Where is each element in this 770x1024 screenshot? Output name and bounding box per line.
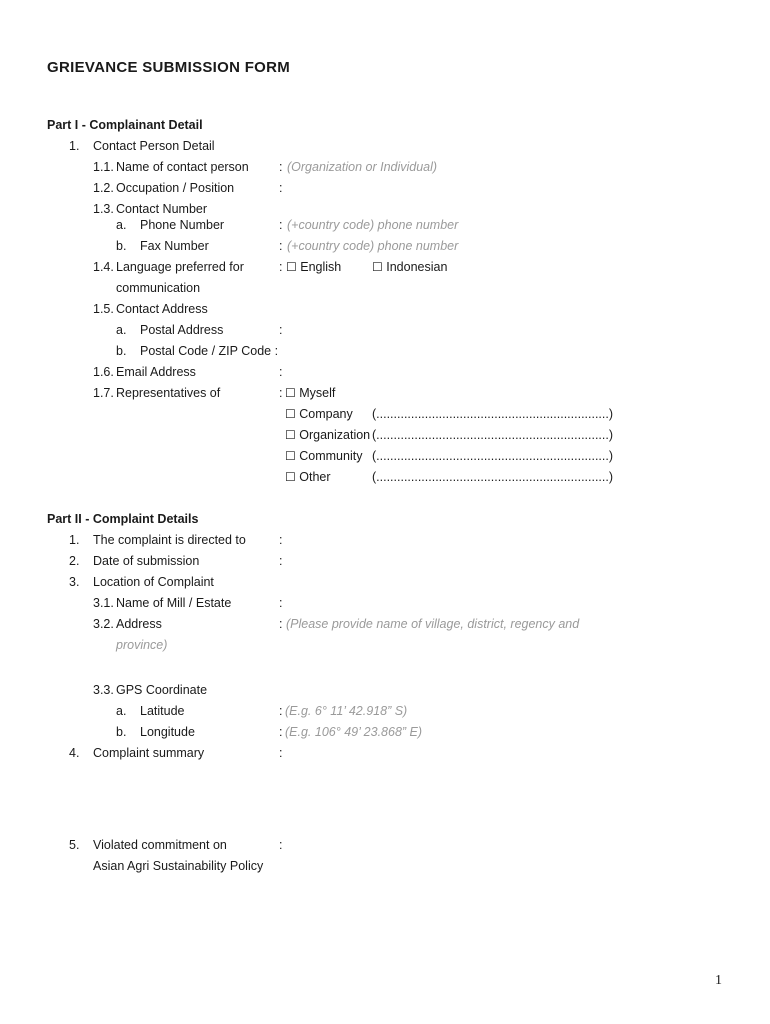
part1-heading: Part I - Complainant Detail <box>47 118 203 132</box>
checkbox-icon[interactable]: ☐ <box>285 470 296 484</box>
rep-option-other[interactable] <box>285 470 331 485</box>
item-1-5-num: 1.5. <box>93 302 114 316</box>
rep-label: Community <box>299 449 363 463</box>
item-1-1-colon: : <box>279 160 283 174</box>
indonesian-label: Indonesian <box>386 260 448 274</box>
rep-fill-community[interactable]: (...................................................................) <box>372 449 614 463</box>
rep-option-community[interactable] <box>285 449 362 464</box>
page-title: GRIEVANCE SUBMISSION FORM <box>47 59 291 76</box>
q2-colon: : <box>279 554 283 568</box>
q3-1-colon: : <box>279 596 283 610</box>
rep-label: Other <box>299 470 331 484</box>
phone-label: Phone Number <box>140 218 225 232</box>
rep-label: Myself <box>299 386 336 400</box>
q5-label-line1: Violated commitment on <box>93 838 227 852</box>
item-1-6-label: Email Address <box>116 365 196 379</box>
fax-label: Fax Number <box>140 239 209 253</box>
lat-label: Latitude <box>140 704 185 718</box>
q3-2-num: 3.2. <box>93 617 114 631</box>
phone-colon: : <box>279 218 283 232</box>
checkbox-icon[interactable]: ☐ <box>285 386 296 400</box>
checkbox-icon[interactable]: ☐ <box>285 407 296 421</box>
q3-2-label: Address <box>116 617 162 631</box>
item-1-4-num: 1.4. <box>93 260 114 274</box>
postal-label: Postal Address <box>140 323 224 337</box>
fax-colon: : <box>279 239 283 253</box>
q3-3-label: GPS Coordinate <box>116 683 208 697</box>
zip-num: b. <box>116 344 127 358</box>
item-1-6-num: 1.6. <box>93 365 114 379</box>
rep-label: Company <box>299 407 353 421</box>
q2-label: Date of submission <box>93 554 200 568</box>
item-1-1-num: 1.1. <box>93 160 114 174</box>
item-1-4-label-line1: Language preferred for <box>116 260 244 274</box>
english-label: English <box>300 260 342 274</box>
item-1-2-num: 1.2. <box>93 181 114 195</box>
checkbox-icon[interactable]: ☐ <box>285 449 296 463</box>
item-1-7-colon: : <box>279 386 283 400</box>
rep-fill-organization[interactable]: (...................................................................) <box>372 428 614 442</box>
q4-label: Complaint summary <box>93 746 205 760</box>
english-option[interactable] <box>286 260 341 275</box>
item-1-6-colon: : <box>279 365 283 379</box>
fax-num: b. <box>116 239 127 253</box>
q1-colon: : <box>279 533 283 547</box>
part2-heading: Part II - Complaint Details <box>47 512 199 526</box>
lat-colon: : <box>279 704 283 718</box>
fax-field[interactable]: (+country code) phone number <box>287 239 459 253</box>
rep-label: Organization <box>299 428 371 442</box>
q3-3-num: 3.3. <box>93 683 114 697</box>
rep-fill-other[interactable]: (...................................................................) <box>372 470 614 484</box>
q5-label-line2: Asian Agri Sustainability Policy <box>93 859 264 873</box>
item-1-2-label: Occupation / Position <box>116 181 235 195</box>
q5-num: 5. <box>69 838 80 852</box>
phone-field[interactable]: (+country code) phone number <box>287 218 459 232</box>
postal-colon: : <box>279 323 283 337</box>
rep-option-organization[interactable] <box>285 428 370 443</box>
q2-num: 2. <box>69 554 80 568</box>
indonesian-option[interactable] <box>372 260 447 275</box>
item-1-label: Contact Person Detail <box>93 139 215 153</box>
rep-fill-company[interactable]: (...................................................................) <box>372 407 614 421</box>
checkbox-icon[interactable]: ☐ <box>372 260 383 274</box>
phone-num: a. <box>116 218 127 232</box>
q4-colon: : <box>279 746 283 760</box>
checkbox-icon[interactable]: ☐ <box>285 428 296 442</box>
longitude-field[interactable]: (E.g. 106° 49’ 23.868” E) <box>285 725 423 739</box>
item-1-1-label: Name of contact person <box>116 160 249 174</box>
address-field[interactable]: (Please provide name of village, district, regency and <box>286 617 580 631</box>
item-1-5-label: Contact Address <box>116 302 208 316</box>
q1-label: The complaint is directed to <box>93 533 246 547</box>
rep-option-company[interactable] <box>285 407 353 422</box>
address-field-cont[interactable]: province) <box>116 638 168 652</box>
lon-colon: : <box>279 725 283 739</box>
item-1-3-num: 1.3. <box>93 202 114 216</box>
page-number: 1 <box>715 973 722 988</box>
q3-num: 3. <box>69 575 80 589</box>
q1-num: 1. <box>69 533 80 547</box>
lon-label: Longitude <box>140 725 195 739</box>
checkbox-icon[interactable]: ☐ <box>286 260 297 274</box>
q3-2-colon: : <box>279 617 283 631</box>
item-1-7-num: 1.7. <box>93 386 114 400</box>
item-1-2-colon: : <box>279 181 283 195</box>
q3-label: Location of Complaint <box>93 575 214 589</box>
item-1-7-label: Representatives of <box>116 386 221 400</box>
postal-num: a. <box>116 323 127 337</box>
q4-num: 4. <box>69 746 80 760</box>
contact-name-field[interactable]: (Organization or Individual) <box>287 160 438 174</box>
latitude-field[interactable]: (E.g. 6° 11’ 42.918” S) <box>285 704 408 718</box>
lon-num: b. <box>116 725 127 739</box>
q3-1-num: 3.1. <box>93 596 114 610</box>
item-1-4-colon: : <box>279 260 283 274</box>
q3-1-label: Name of Mill / Estate <box>116 596 232 610</box>
item-1-3-label: Contact Number <box>116 202 208 216</box>
q5-colon: : <box>279 838 283 852</box>
rep-option-myself[interactable] <box>285 386 335 401</box>
zip-label: Postal Code / ZIP Code : <box>140 344 279 358</box>
item-1-4-label-line2: communication <box>116 281 201 295</box>
lat-num: a. <box>116 704 127 718</box>
item-1-num: 1. <box>69 139 80 153</box>
